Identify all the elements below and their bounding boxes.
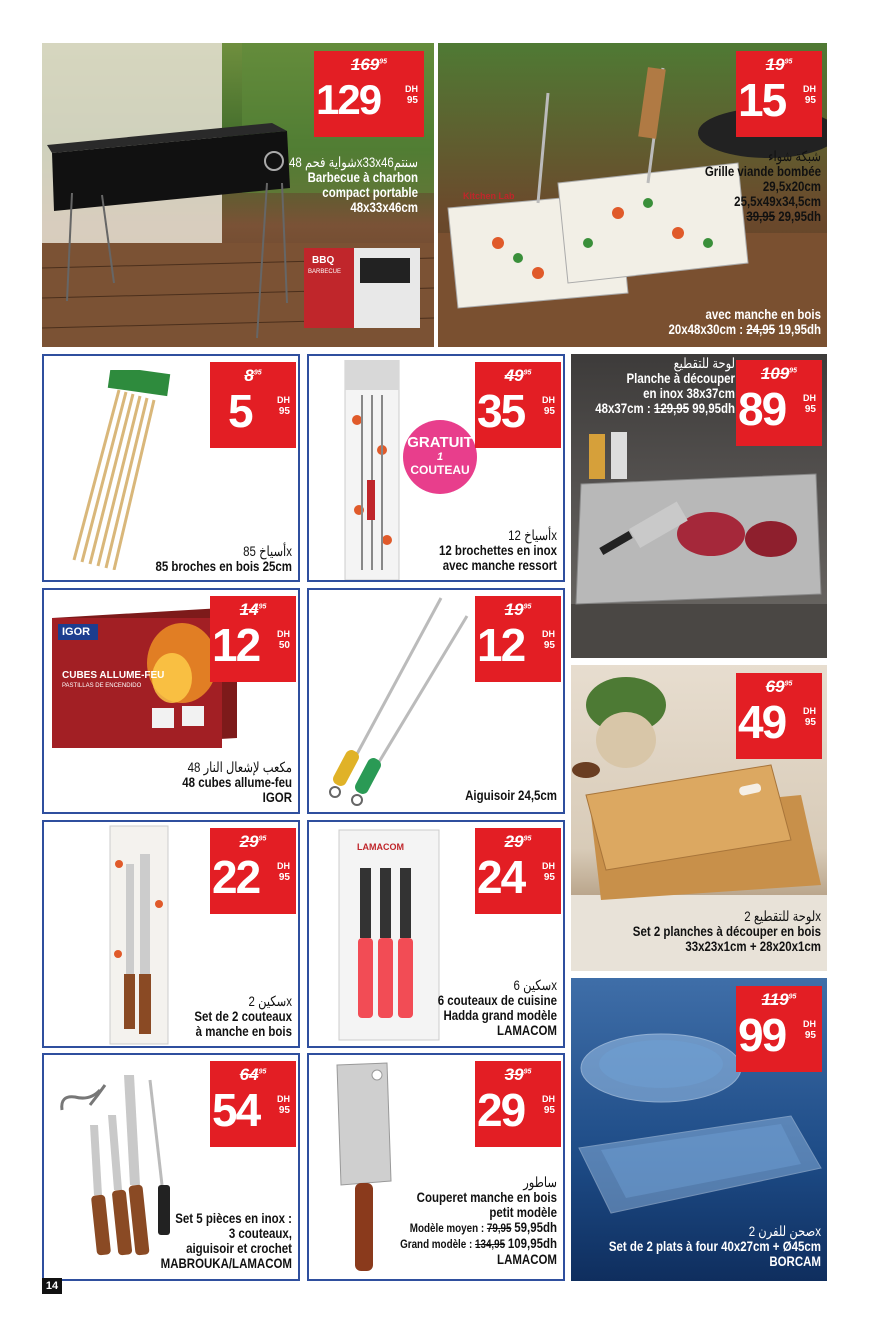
old-cents: 95 <box>258 835 267 843</box>
old-price: 29 <box>504 832 524 851</box>
kitchen-lab-logo: Kitchen Lab <box>463 191 515 201</box>
product-description <box>270 155 418 215</box>
new-price: 49 <box>738 696 786 748</box>
broches-image <box>64 370 184 570</box>
new-price: 5 <box>228 385 252 437</box>
extra-old-price: 79,95 <box>486 1221 512 1235</box>
desc-line: aiguisoir et crochet <box>186 1240 292 1256</box>
new-cents: 95 <box>278 872 290 883</box>
product-description <box>128 544 292 574</box>
currency: DH <box>803 706 816 716</box>
currency: DH <box>542 861 555 871</box>
arabic-name: سكين 6x <box>513 977 557 993</box>
extra-new-price: 29,95dh <box>778 208 821 224</box>
arabic-name: شواية فحم 48x33x46سنتم <box>288 154 418 170</box>
bbq-package-label: BBQ <box>312 255 335 266</box>
size-label: 20x48x30cm : <box>668 321 744 337</box>
brand-name: MABROUKA/LAMACOM <box>160 1255 292 1271</box>
desc-line: Set de 2 couteaux <box>194 1008 292 1024</box>
old-price: 169 <box>350 55 380 74</box>
price-tag <box>475 1061 561 1147</box>
new-cents: 95 <box>278 406 290 417</box>
old-price: 19 <box>765 55 785 74</box>
price-tag <box>210 1061 296 1147</box>
couteaux-bois-image <box>104 824 174 1046</box>
cubes-package-title: CUBES ALLUME-FEU <box>62 670 165 681</box>
desc-line: 29,5x20cm <box>762 178 821 194</box>
old-price: 8 <box>244 366 254 385</box>
new-price: 24 <box>477 851 525 903</box>
extra-new-price: 99,95dh <box>692 400 735 416</box>
currency: DH <box>405 84 418 94</box>
extra-new-price: 109,95dh <box>507 1235 557 1251</box>
new-price: 99 <box>738 1009 786 1061</box>
price-tag <box>475 596 561 682</box>
size-label: Grand modèle : <box>400 1237 473 1251</box>
product-couperet[interactable] <box>307 1053 565 1281</box>
old-price: 14 <box>239 600 259 619</box>
extra-old-price: 129,95 <box>653 400 690 416</box>
old-price: 119 <box>761 990 789 1009</box>
desc-line: 25,5x49x34,5cm <box>734 193 821 209</box>
old-cents: 95 <box>789 367 798 375</box>
arabic-name: ساطور <box>523 1174 557 1190</box>
desc-line: à manche en bois <box>195 1023 292 1039</box>
currency: DH <box>542 395 555 405</box>
new-cents: 95 <box>406 95 418 106</box>
new-price: 35 <box>477 385 525 437</box>
old-price: 29 <box>239 832 259 851</box>
price-tag <box>210 596 296 682</box>
product-couteaux-bois[interactable] <box>42 820 300 1048</box>
old-cents: 95 <box>379 58 388 66</box>
product-couteaux-cuisine[interactable] <box>307 820 565 1048</box>
currency: DH <box>277 395 290 405</box>
new-cents: 95 <box>543 1105 555 1116</box>
extra-old-price: 134,95 <box>475 1237 506 1251</box>
extra-new-price: 19,95dh <box>778 321 821 337</box>
old-cents: 95 <box>258 1068 267 1076</box>
desc-line: Barbecue à charbon <box>307 169 418 185</box>
currency: DH <box>542 629 555 639</box>
price-tag <box>736 51 822 137</box>
gratuit-line: GRATUIT <box>407 434 473 451</box>
desc-line: Set 2 planches à découper en bois <box>632 923 821 939</box>
arabic-name: لوحة للتقطيع <box>673 355 735 371</box>
new-cents: 95 <box>804 95 816 106</box>
price-tag <box>736 360 822 446</box>
desc-line: Planche à découper <box>626 370 735 386</box>
product-set5[interactable] <box>42 1053 300 1281</box>
product-description <box>665 149 821 224</box>
brand-name: LAMACOM <box>497 1022 557 1038</box>
desc-line: Couperet manche en bois <box>416 1189 557 1205</box>
new-price: 12 <box>212 619 260 671</box>
desc-line: 6 couteaux de cuisine <box>437 992 557 1008</box>
new-cents: 95 <box>543 872 555 883</box>
price-tag <box>736 673 822 759</box>
old-cents: 95 <box>523 603 532 611</box>
size-label: Modèle moyen : <box>409 1221 485 1235</box>
currency: DH <box>277 629 290 639</box>
brand-name: BORCAM <box>769 1253 821 1269</box>
brochettes-image <box>337 360 407 580</box>
extra-old-price: 24,95 <box>746 321 776 337</box>
new-price: 29 <box>477 1084 525 1136</box>
product-description <box>409 788 557 803</box>
extra-new-price: 59,95dh <box>514 1219 557 1235</box>
desc-line: en inox 38x37cm <box>643 385 735 401</box>
new-price: 22 <box>212 851 260 903</box>
cubes-package-sub: PASTILLAS DE ENCENDIDO <box>62 683 142 689</box>
gratuit-line: 1 <box>436 451 444 463</box>
old-cents: 95 <box>788 993 797 1001</box>
product-planche-inox[interactable] <box>571 354 827 658</box>
product-plats[interactable] <box>571 978 827 1281</box>
old-price: 109 <box>760 364 790 383</box>
product-description <box>120 1211 292 1271</box>
old-cents: 95 <box>258 603 267 611</box>
old-price: 69 <box>765 677 785 696</box>
new-price: 89 <box>738 383 786 435</box>
page-number: 14 <box>42 1278 62 1294</box>
bbq-package-sub: BARBECUE <box>308 269 342 275</box>
desc-line: 3 couteaux, <box>228 1225 292 1241</box>
product-description <box>128 760 292 805</box>
desc-line: Set 5 pièces en inox : <box>175 1210 292 1226</box>
old-cents: 95 <box>523 1068 532 1076</box>
product-description <box>426 978 557 1038</box>
old-price: 49 <box>504 366 524 385</box>
product-cubes[interactable] <box>42 588 300 814</box>
price-tag <box>210 362 296 448</box>
currency: DH <box>542 1094 555 1104</box>
desc-line: 12 brochettes en inox <box>438 542 557 558</box>
price-tag <box>736 986 822 1072</box>
old-cents: 95 <box>253 369 262 377</box>
product-grille[interactable] <box>438 43 827 347</box>
price-tag <box>475 362 561 448</box>
brand-name: IGOR <box>262 789 292 805</box>
desc-line: avec manche en bois <box>705 306 821 322</box>
new-cents: 95 <box>543 406 555 417</box>
gratuit-badge <box>403 420 477 494</box>
new-cents: 95 <box>543 640 555 651</box>
desc-line: petit modèle <box>489 1204 557 1220</box>
product-aiguisoir[interactable] <box>307 588 565 814</box>
arabic-name: أسياخ 12x <box>508 527 557 543</box>
new-cents: 95 <box>278 1105 290 1116</box>
size-label: 48x37cm : <box>595 400 651 416</box>
grille-bottom-description <box>632 307 821 337</box>
product-description <box>401 528 557 573</box>
product-description <box>377 1175 557 1267</box>
product-planches-bois[interactable] <box>571 665 827 971</box>
arabic-name: 48 مكعب لإشعال النار <box>187 759 292 775</box>
arabic-name: سكين 2x <box>248 993 292 1009</box>
igor-package-logo: IGOR <box>62 626 91 638</box>
currency: DH <box>803 393 816 403</box>
desc-line: Aiguisoir 24,5cm <box>465 787 557 803</box>
new-price: 15 <box>738 74 786 126</box>
product-broches[interactable] <box>42 354 300 582</box>
old-cents: 95 <box>523 835 532 843</box>
desc-line: 85 broches en bois 25cm <box>155 558 292 574</box>
desc-line: Set de 2 plats à four 40x27cm + Ø45cm <box>608 1238 821 1254</box>
price-tag <box>210 828 296 914</box>
product-description <box>600 1224 821 1269</box>
new-cents: 50 <box>278 640 290 651</box>
new-price: 12 <box>477 619 525 671</box>
desc-line: Hadda grand modèle <box>443 1007 557 1023</box>
currency: DH <box>277 861 290 871</box>
product-brochettes[interactable] <box>307 354 565 582</box>
new-cents: 95 <box>804 717 816 728</box>
desc-line: compact portable <box>322 184 418 200</box>
aiguisoir-image <box>317 594 477 809</box>
lamacom-package-logo: LAMACOM <box>357 842 404 852</box>
desc-line: 48x33x46cm <box>350 199 418 215</box>
brand-name: LAMACOM <box>497 1251 557 1267</box>
product-description <box>587 356 735 416</box>
old-cents: 95 <box>784 58 793 66</box>
product-description <box>624 909 821 954</box>
old-cents: 95 <box>784 680 793 688</box>
currency: DH <box>803 1019 816 1029</box>
price-tag <box>314 51 424 137</box>
desc-line: Grille viande bombée <box>704 163 821 179</box>
arabic-name: شبكة شواء <box>768 148 821 164</box>
old-cents: 95 <box>523 369 532 377</box>
product-barbecue[interactable] <box>42 43 434 347</box>
arabic-name: لوحة للتقطيع 2x <box>744 908 821 924</box>
new-price: 54 <box>212 1084 260 1136</box>
currency: DH <box>277 1094 290 1104</box>
new-cents: 95 <box>804 1030 816 1041</box>
desc-line: 48 cubes allume-feu <box>182 774 292 790</box>
arabic-name: أسياخ 85x <box>243 543 292 559</box>
extra-old-price: 39,95 <box>746 208 776 224</box>
arabic-name: صحن للفرن 2x <box>748 1223 821 1239</box>
currency: DH <box>803 84 816 94</box>
desc-line: avec manche ressort <box>442 557 557 573</box>
price-tag <box>475 828 561 914</box>
old-price: 64 <box>239 1065 259 1084</box>
new-cents: 95 <box>804 404 816 415</box>
gratuit-line: COUTEAU <box>410 463 470 477</box>
new-price: 129 <box>316 76 381 123</box>
old-price: 19 <box>504 600 524 619</box>
desc-line: 33x23x1cm + 28x20x1cm <box>685 938 821 954</box>
old-price: 39 <box>504 1065 524 1084</box>
product-description <box>169 994 292 1039</box>
